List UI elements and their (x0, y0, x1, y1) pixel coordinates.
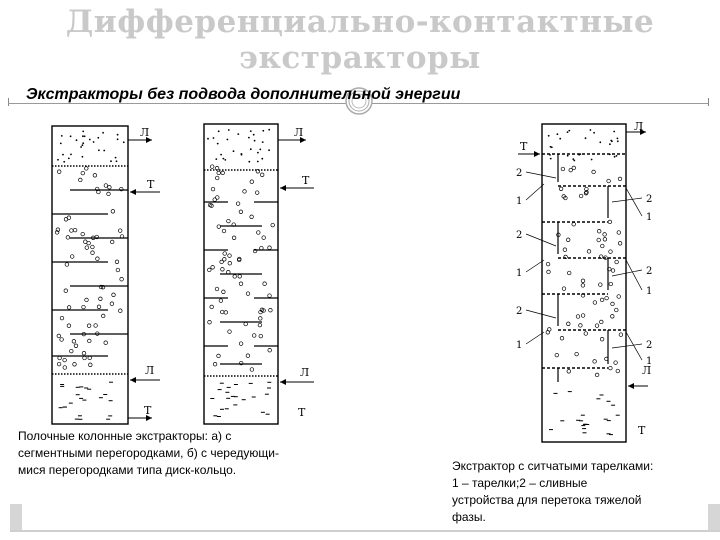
light-phase-dot (259, 149, 261, 151)
light-phase-dot (82, 135, 84, 137)
droplet (85, 298, 89, 302)
droplet (66, 236, 70, 240)
droplet (619, 333, 623, 337)
droplet (609, 282, 613, 286)
droplet (88, 356, 92, 360)
light-phase-dot (217, 143, 219, 145)
droplet (74, 344, 78, 348)
segment-baffles (52, 190, 128, 356)
light-phase-dot (76, 139, 78, 141)
droplet (216, 196, 220, 200)
droplet (268, 246, 272, 250)
light-phase-dot (248, 161, 250, 163)
light-phase-dot (613, 131, 615, 133)
droplet (611, 315, 615, 319)
droplet (250, 368, 254, 372)
droplet (221, 268, 225, 272)
label-b-low: Л (300, 366, 310, 379)
droplet (87, 241, 91, 245)
droplet (239, 210, 243, 214)
droplet (250, 215, 254, 219)
droplet (618, 242, 622, 246)
droplet (617, 231, 621, 235)
droplet (238, 275, 242, 279)
droplet (567, 271, 571, 275)
droplet (67, 324, 71, 328)
light-phase-dot (82, 156, 84, 158)
droplet (224, 311, 228, 315)
droplet (228, 254, 232, 258)
light-phase-dot (227, 139, 229, 141)
droplet (572, 166, 576, 170)
droplet (79, 178, 83, 182)
droplet (60, 338, 64, 342)
droplet (603, 238, 607, 242)
droplet (584, 332, 588, 336)
label-a-top: Л (140, 126, 150, 139)
droplet (67, 306, 71, 310)
droplet (581, 279, 585, 283)
droplet (210, 305, 214, 309)
light-phase-dot (257, 152, 259, 154)
droplet (87, 324, 91, 328)
droplet (259, 334, 263, 338)
droplet (257, 231, 261, 235)
footer-accent-left (10, 504, 22, 530)
light-phase-dot (97, 137, 99, 139)
droplet (567, 322, 571, 326)
droplet (575, 352, 579, 356)
droplet (611, 302, 615, 306)
light-phase-dot (60, 143, 62, 145)
light-phase-dot (220, 154, 222, 156)
droplet (118, 229, 122, 233)
droplet (609, 250, 613, 254)
light-phase-dot (559, 138, 561, 140)
column-wall (542, 124, 626, 442)
slide-title-line1: Дифференциально-контактные (65, 4, 655, 40)
droplet (70, 229, 74, 233)
droplet (70, 255, 74, 259)
light-phase-dot (262, 130, 264, 132)
droplet (64, 218, 68, 222)
svg-text:2: 2 (516, 168, 523, 179)
droplet (605, 296, 609, 300)
caption-right-line: 1 – тарелки;2 – сливные (452, 476, 588, 490)
droplet (91, 251, 95, 255)
slide-title-line2: экстракторы (239, 40, 481, 76)
light-phase-dot (549, 154, 551, 156)
light-phase-dot (98, 149, 100, 151)
droplet (58, 356, 62, 360)
droplet (239, 282, 243, 286)
svg-text:1: 1 (646, 356, 653, 367)
svg-text:2: 2 (646, 194, 653, 205)
droplet (217, 171, 221, 175)
light-phase-dot (228, 129, 230, 131)
droplet (72, 340, 76, 344)
droplet (607, 179, 611, 183)
droplet (70, 349, 74, 353)
caption-left-line: Полочные колонные экстракторы: а) с (18, 429, 232, 443)
droplet (599, 283, 603, 287)
droplet (65, 263, 69, 267)
light-phase-dot (617, 138, 619, 140)
droplet (73, 228, 77, 232)
light-phase-dot (578, 154, 580, 156)
droplet (560, 336, 564, 340)
svg-text:1: 1 (516, 196, 523, 207)
droplet (82, 305, 86, 309)
light-phase-dot (103, 150, 105, 152)
droplet (597, 229, 601, 233)
light-phase-dot (117, 134, 119, 136)
droplet (101, 314, 105, 318)
droplet (215, 287, 219, 291)
light-phase-dot (567, 155, 569, 157)
droplet (81, 232, 85, 236)
droplet (228, 330, 232, 334)
droplet (592, 170, 596, 174)
light-phase-dot (572, 158, 574, 160)
light-phase-dot (614, 156, 616, 158)
droplet (611, 269, 615, 273)
droplet (567, 370, 571, 374)
light-phase-dot (102, 132, 104, 134)
droplet (601, 244, 605, 248)
droplet (222, 229, 226, 233)
droplet (244, 322, 248, 326)
droplet (600, 337, 604, 341)
svg-text:1: 1 (646, 286, 653, 297)
droplet (618, 177, 622, 181)
light-phase-dot (253, 134, 255, 136)
extractor-diagram-b (184, 118, 324, 428)
light-phase-dot (551, 146, 553, 148)
droplet (595, 373, 599, 377)
light-phase-dot (80, 146, 82, 148)
droplet (561, 167, 565, 171)
droplet (116, 268, 120, 272)
droplet (108, 186, 112, 190)
droplet (597, 238, 601, 242)
droplet (546, 262, 550, 266)
light-phase-dot (257, 161, 259, 163)
light-phase-dot (557, 133, 559, 135)
label-c-low-right: Л (642, 364, 652, 377)
light-phase-dot (62, 154, 64, 156)
droplet (576, 315, 580, 319)
disk-ring-baffles (204, 202, 278, 364)
droplet (246, 292, 250, 296)
droplet (63, 358, 67, 362)
droplet (88, 339, 92, 343)
droplet (579, 194, 583, 198)
svg-text:2: 2 (516, 306, 523, 317)
caption-left-line: мися перегородками типа диск-кольцо. (18, 463, 237, 477)
light-phase-dot (591, 159, 593, 161)
droplet (227, 219, 231, 223)
light-phase-dot (585, 137, 587, 139)
light-phase-dot (611, 140, 613, 142)
light-phase-dot (590, 129, 592, 131)
droplet (97, 305, 101, 309)
light-phase-dot (241, 153, 243, 155)
droplet (215, 176, 219, 180)
light-phase-dot (250, 148, 252, 150)
footer-accent-right (708, 504, 720, 530)
droplet (563, 248, 567, 252)
light-phase-dot (262, 141, 264, 143)
svg-text:2: 2 (516, 230, 523, 241)
caption-left (18, 428, 338, 479)
droplet (617, 295, 621, 299)
light-phase-dot (616, 155, 618, 157)
light-phase-dot (224, 159, 226, 161)
droplet (615, 260, 619, 264)
droplet (57, 334, 61, 338)
droplet (228, 261, 232, 265)
droplet (579, 324, 583, 328)
droplet (222, 290, 226, 294)
droplet (99, 297, 103, 301)
light-phase-dot (123, 141, 125, 143)
light-phase-dot (70, 135, 72, 137)
droplet (614, 361, 618, 365)
downcomers (558, 154, 608, 382)
droplet (260, 246, 264, 250)
caption-right-line: устройства для перетока тяжелой (452, 493, 642, 507)
light-phase-dot (116, 160, 118, 162)
droplet (211, 266, 215, 270)
light-phase-dot (110, 160, 112, 162)
callout-leaders (526, 172, 642, 360)
droplet (581, 284, 585, 288)
section-subtitle: Экстракторы без подвода дополнительной энергии (26, 86, 461, 103)
droplet (548, 328, 552, 332)
svg-text:1: 1 (646, 212, 653, 223)
droplet (615, 308, 619, 312)
light-phase-dot (609, 154, 611, 156)
droplet (566, 238, 570, 242)
caption-right (452, 458, 714, 526)
droplet (217, 354, 221, 358)
droplet (252, 334, 256, 338)
label-c-top-left: Т (520, 140, 528, 153)
droplet (89, 363, 93, 367)
light-phase-dot (218, 130, 220, 132)
light-phase-dot (82, 144, 84, 146)
droplet (85, 246, 89, 250)
droplet (104, 184, 108, 188)
light-phase-dot (567, 131, 569, 133)
light-phase-dot (617, 140, 619, 142)
droplet (221, 171, 225, 175)
droplet (269, 308, 273, 312)
droplet (259, 317, 263, 321)
extractor-diagram-c (508, 118, 668, 448)
light-phase-dot (207, 138, 209, 140)
droplet (94, 324, 98, 328)
light-phase-dot (268, 149, 270, 151)
droplet (593, 301, 597, 305)
droplet (119, 309, 123, 313)
footer-rule (10, 530, 720, 532)
droplet (599, 255, 603, 259)
light-phase-dot (82, 142, 84, 144)
label-a-low: Л (145, 364, 155, 377)
droplet (268, 348, 272, 352)
light-phase-dot (115, 157, 117, 159)
light-phase-dot (548, 135, 550, 137)
droplet (555, 353, 559, 357)
droplet (64, 289, 68, 293)
droplet (595, 324, 599, 328)
extractor-diagram-a (30, 118, 170, 428)
label-b-top: Л (294, 126, 304, 139)
divider-tick-left (8, 98, 9, 106)
droplet (562, 287, 566, 291)
droplet (57, 362, 61, 366)
light-phase-dot (599, 141, 601, 143)
droplet (93, 174, 97, 178)
droplet (239, 342, 243, 346)
light-phase-dot (93, 141, 95, 143)
droplet (60, 316, 64, 320)
light-phase-dot (261, 158, 263, 160)
divider-tick-right (708, 98, 709, 106)
light-phase-dot (117, 138, 119, 140)
droplet (255, 191, 259, 195)
svg-text:1: 1 (516, 340, 523, 351)
column-wall (52, 126, 128, 424)
droplet (587, 250, 591, 254)
droplet (223, 252, 227, 256)
droplet (63, 366, 67, 370)
caption-left-line: сегментными перегородками, б) с чередующи- (18, 446, 279, 460)
droplet (213, 362, 217, 366)
droplet (57, 170, 61, 174)
light-phase-dot (237, 133, 239, 135)
droplet (260, 173, 264, 177)
droplet (263, 282, 267, 286)
light-phase-dot (593, 132, 595, 134)
droplet (110, 240, 114, 244)
light-phase-dot (233, 150, 235, 152)
droplet (85, 167, 89, 171)
svg-text:1: 1 (516, 268, 523, 279)
droplet (81, 171, 85, 175)
label-c-bottom: Т (638, 424, 646, 437)
light-phase-dot (82, 131, 84, 133)
label-c-top-right: Л (634, 120, 644, 133)
light-phase-dot (68, 158, 70, 160)
caption-right-line: фазы. (452, 510, 486, 524)
label-a-bottom: Т (144, 404, 152, 417)
droplet (603, 233, 607, 237)
droplet (593, 360, 597, 364)
droplet (271, 223, 275, 227)
label-a-mid: Т (147, 178, 155, 191)
droplet (219, 299, 223, 303)
light-phase-dot (89, 139, 91, 141)
droplet (220, 310, 224, 314)
label-b-bottom: Т (298, 406, 306, 419)
light-phase-dot (61, 135, 63, 137)
droplet (256, 170, 260, 174)
droplet (232, 236, 236, 240)
droplet (110, 302, 114, 306)
label-b-mid: Т (302, 174, 310, 187)
droplet (262, 236, 266, 240)
light-phase-dot (248, 137, 250, 139)
droplet (609, 366, 613, 370)
caption-right-line: Экстрактор с ситчатыми тарелками: (452, 459, 654, 473)
droplet (111, 210, 115, 214)
droplet (616, 369, 620, 373)
droplet (258, 323, 262, 327)
svg-text:2: 2 (646, 340, 653, 351)
droplet (559, 187, 563, 191)
svg-text:2: 2 (646, 266, 653, 277)
light-phase-dot (268, 129, 270, 131)
droplet (104, 341, 108, 345)
droplet (115, 260, 119, 264)
droplet (608, 220, 612, 224)
light-phase-dot (223, 158, 225, 160)
light-phase-dot (63, 161, 65, 163)
droplet (210, 165, 214, 169)
droplet (233, 275, 237, 279)
droplet (581, 314, 585, 318)
light-phase-dot (57, 159, 59, 161)
droplet (243, 190, 247, 194)
droplet (73, 363, 77, 367)
droplet (250, 180, 254, 184)
light-phase-dot (550, 158, 552, 160)
droplet (208, 320, 212, 324)
droplet (600, 320, 604, 324)
droplet (112, 293, 116, 297)
light-phase-dot (609, 143, 611, 145)
droplet (208, 268, 212, 272)
droplet (120, 277, 124, 281)
sieve-trays (542, 154, 626, 368)
droplet (91, 245, 95, 249)
light-phase-dot (213, 137, 215, 139)
light-phase-dot (215, 158, 217, 160)
droplet (107, 192, 111, 196)
light-phase-dot (250, 130, 252, 132)
droplet (211, 187, 215, 191)
light-phase-dot (254, 140, 256, 142)
droplet (96, 257, 100, 261)
light-phase-dot (568, 130, 570, 132)
droplet (82, 351, 86, 355)
droplet (236, 202, 240, 206)
droplet (268, 294, 272, 298)
droplet (572, 222, 576, 226)
droplet (246, 354, 250, 358)
droplet (223, 258, 227, 262)
light-phase-dot (84, 135, 86, 137)
light-phase-dot (70, 154, 72, 156)
droplet (547, 270, 551, 274)
droplet (600, 298, 604, 302)
droplet (83, 356, 87, 360)
